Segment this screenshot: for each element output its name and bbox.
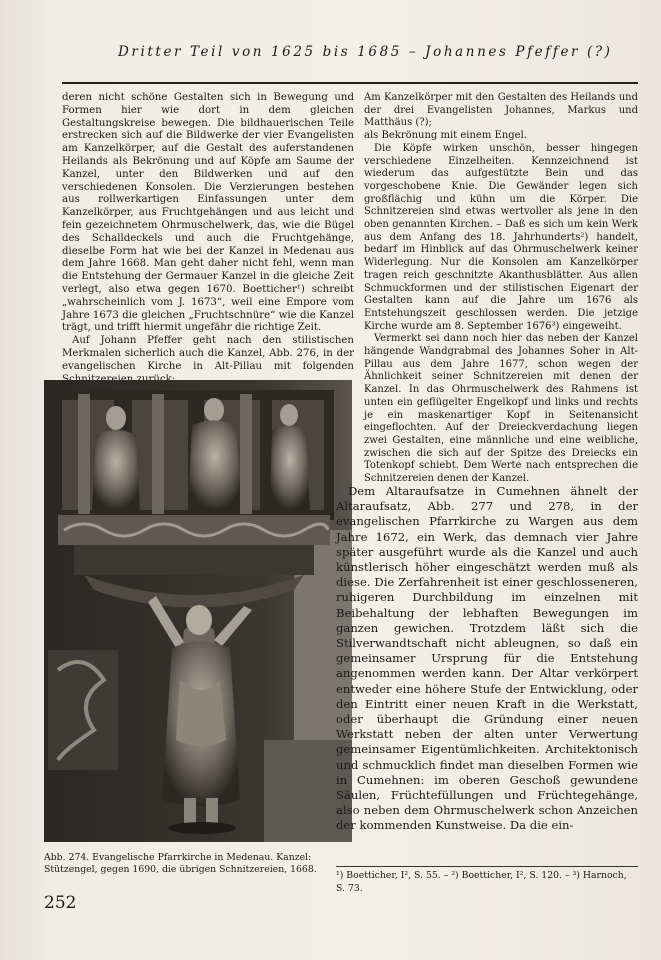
main-paragraph: Dem Altaraufsatze in Cumehnen ähnelt der Altaraufsatz, Abb. 277 und 278, in der evangelischen Pfarrkirche zu Wargen aus dem Jahre 1672, ein Werk, das demnach vier Jahre später ausgeführt wurde als die Kanzel und auch künstlerisch höher eingeschätzt werden muß als diese. Die Zerfahrenheit ist einer geschlosseneren, ruhigeren Durchbildung im einzelnen mit Beibehaltung der lebhaften Bewegungen im ganzen gewichen. Trotzdem läßt sich die Stilverwandtschaft nicht ableugnen, so daß ein gemeinsamer Ursprung für die Entstehung angenommen werden kann. Der Altar verkörpert entweder eine höhere Stufe der Entwicklung, oder den Eintritt einer neuen Kraft in die Werkstatt, oder überhaupt die Gründung einer neuen Werkstatt neben der alten unter Verwertung gemeinsamer Eigentümlichkeiten. Architektonisch und schmucklich findet man dieselben Formen wie in Cumehnen: im oberen Geschoß gewundene Säulen, Früchtefüllungen und Früchtegehänge, also neben dem Ohrmuschelwerk schon Anzeichen der kommenden Kunstweise. Da die ein-	[336, 484, 638, 833]
pulpit-carving-image	[44, 380, 352, 842]
figure-caption: Abb. 274. Evangelische Pfarrkirche in Medenau. Kanzel: Stützengel, gegen 1690, die übrigen Schnitzereien, 1668.	[44, 852, 317, 875]
right-paragraph-2: als Bekrönung mit einem Engel.	[364, 130, 527, 142]
left-paragraph-2: Auf Johann Pfeffer geht nach den stilistischen Merkmalen sicherlich auch die Kanzel, Abb. 276, in der evangelischen Kirche in Alt-Pillau mit folgenden	[62, 335, 354, 372]
left-paragraph-1: deren nicht schöne Gestalten sich in Bewegung und Formen hier wie dort in dem gleichen Gestaltungskreise bewegen. Die bildhauerischen Teile erstrecken sich auf die Bildwerke der vier Evangelisten am Kanzelkörper, auf die Gestalt des auferstandenen Heilands als Bekrönung und auf Köpfe am Saume der Kanzel, unter den Bildwerken und auf den verschiedenen Konsolen. Die Verzierungen bestehen aus rollwerkartigen Einfassungen unter dem Kanzelkörper, aus Fruchtgehängen und aus leicht und fein gezeichnetem Ohrmuschelwerk, das, wie die Bügel des Schalldeckels und auch die Fruchtgehänge, dieselbe Form hat wie bei der Kanzel in Medenau aus dem Jahre 1668. Man geht daher nicht fehl, wenn man die Entstehung der Germauer Kanzel in die gleiche Zeit verlegt, also etwa gegen 1670. Boetticher¹) schreibt „wahrscheinlich vom J. 1673“, weil eine Empore vom Jahre 1673 die gleichen „Fruchtschnüre“ wie die Kanzel trägt, und trifft hiermit ungefähr die richtige Zeit.	[62, 92, 354, 334]
header-rule	[62, 82, 638, 84]
footnotes: ¹) Boetticher, I², S. 55. – ²) Boetticher, I², S. 120. – ³) Harnoch, S. 73.	[336, 866, 638, 895]
pulpit-photograph	[44, 380, 352, 842]
right-paragraph-4: Vermerkt sei dann noch hier das neben der Kanzel hängende Wandgrabmal des Johannes Soher in Alt-Pillau aus dem Jahre 1677, schon wegen der Ähnlichkeit seiner Schnitzereien mit denen der Kanzel. In das Ohrmuschelwerk des Rahmens ist unten ein geflügelter Engelkopf und links und rechts je ein maskenartiger Kopf in Seitenansicht eingeflochten. Auf der Dreieckverdachung liegen zwei Gestalten, eine männliche und eine weibliche, zwischen die sich auf der Spitze des Dreiecks ein Totenkopf schiebt. Dem Werte nach entsprechen die Schnitzereien denen der Kanzel.	[364, 333, 638, 485]
right-column	[364, 92, 638, 486]
left-column	[62, 92, 354, 386]
right-paragraph-1: Am Kanzelkörper mit den Gestalten des Heilands und der drei Evangelisten Johannes, Markus und Matthäus (?);	[364, 92, 638, 129]
running-header: Dritter Teil von 1625 bis 1685 – Johannes Pfeffer (?)	[118, 44, 613, 60]
page-number: 252	[44, 893, 77, 913]
right-paragraph-3: Die Köpfe wirken unschön, besser hingegen verschiedene Einzelheiten. Kennzeichnend ist wiederum das aufgestützte Bein und das vorgeschobene Knie. Die Gewänder legen sich großflächig und kühn um die Körper. Die Schnitzereien sind etwas wertvoller als jene in den oben genannten Kirchen. – Daß es sich um kein Werk aus dem Anfang des 18. Jahrhunderts²) handelt, bedarf im Hinblick auf das Ohrmuschelwerk keiner Widerlegung. Nur die Konsolen am Kanzelkörper tragen reich geschnitzte Akanthusblätter. Aus allen Schmuckformen und der stilistischen Eigenart der Gestalten kann auf die Jahre um 1676 als Entstehungszeit geschlossen werden. Die jetzige Kirche wurde am 8. September 1676³) eingeweiht.	[364, 142, 638, 332]
main-text-column	[336, 484, 638, 834]
